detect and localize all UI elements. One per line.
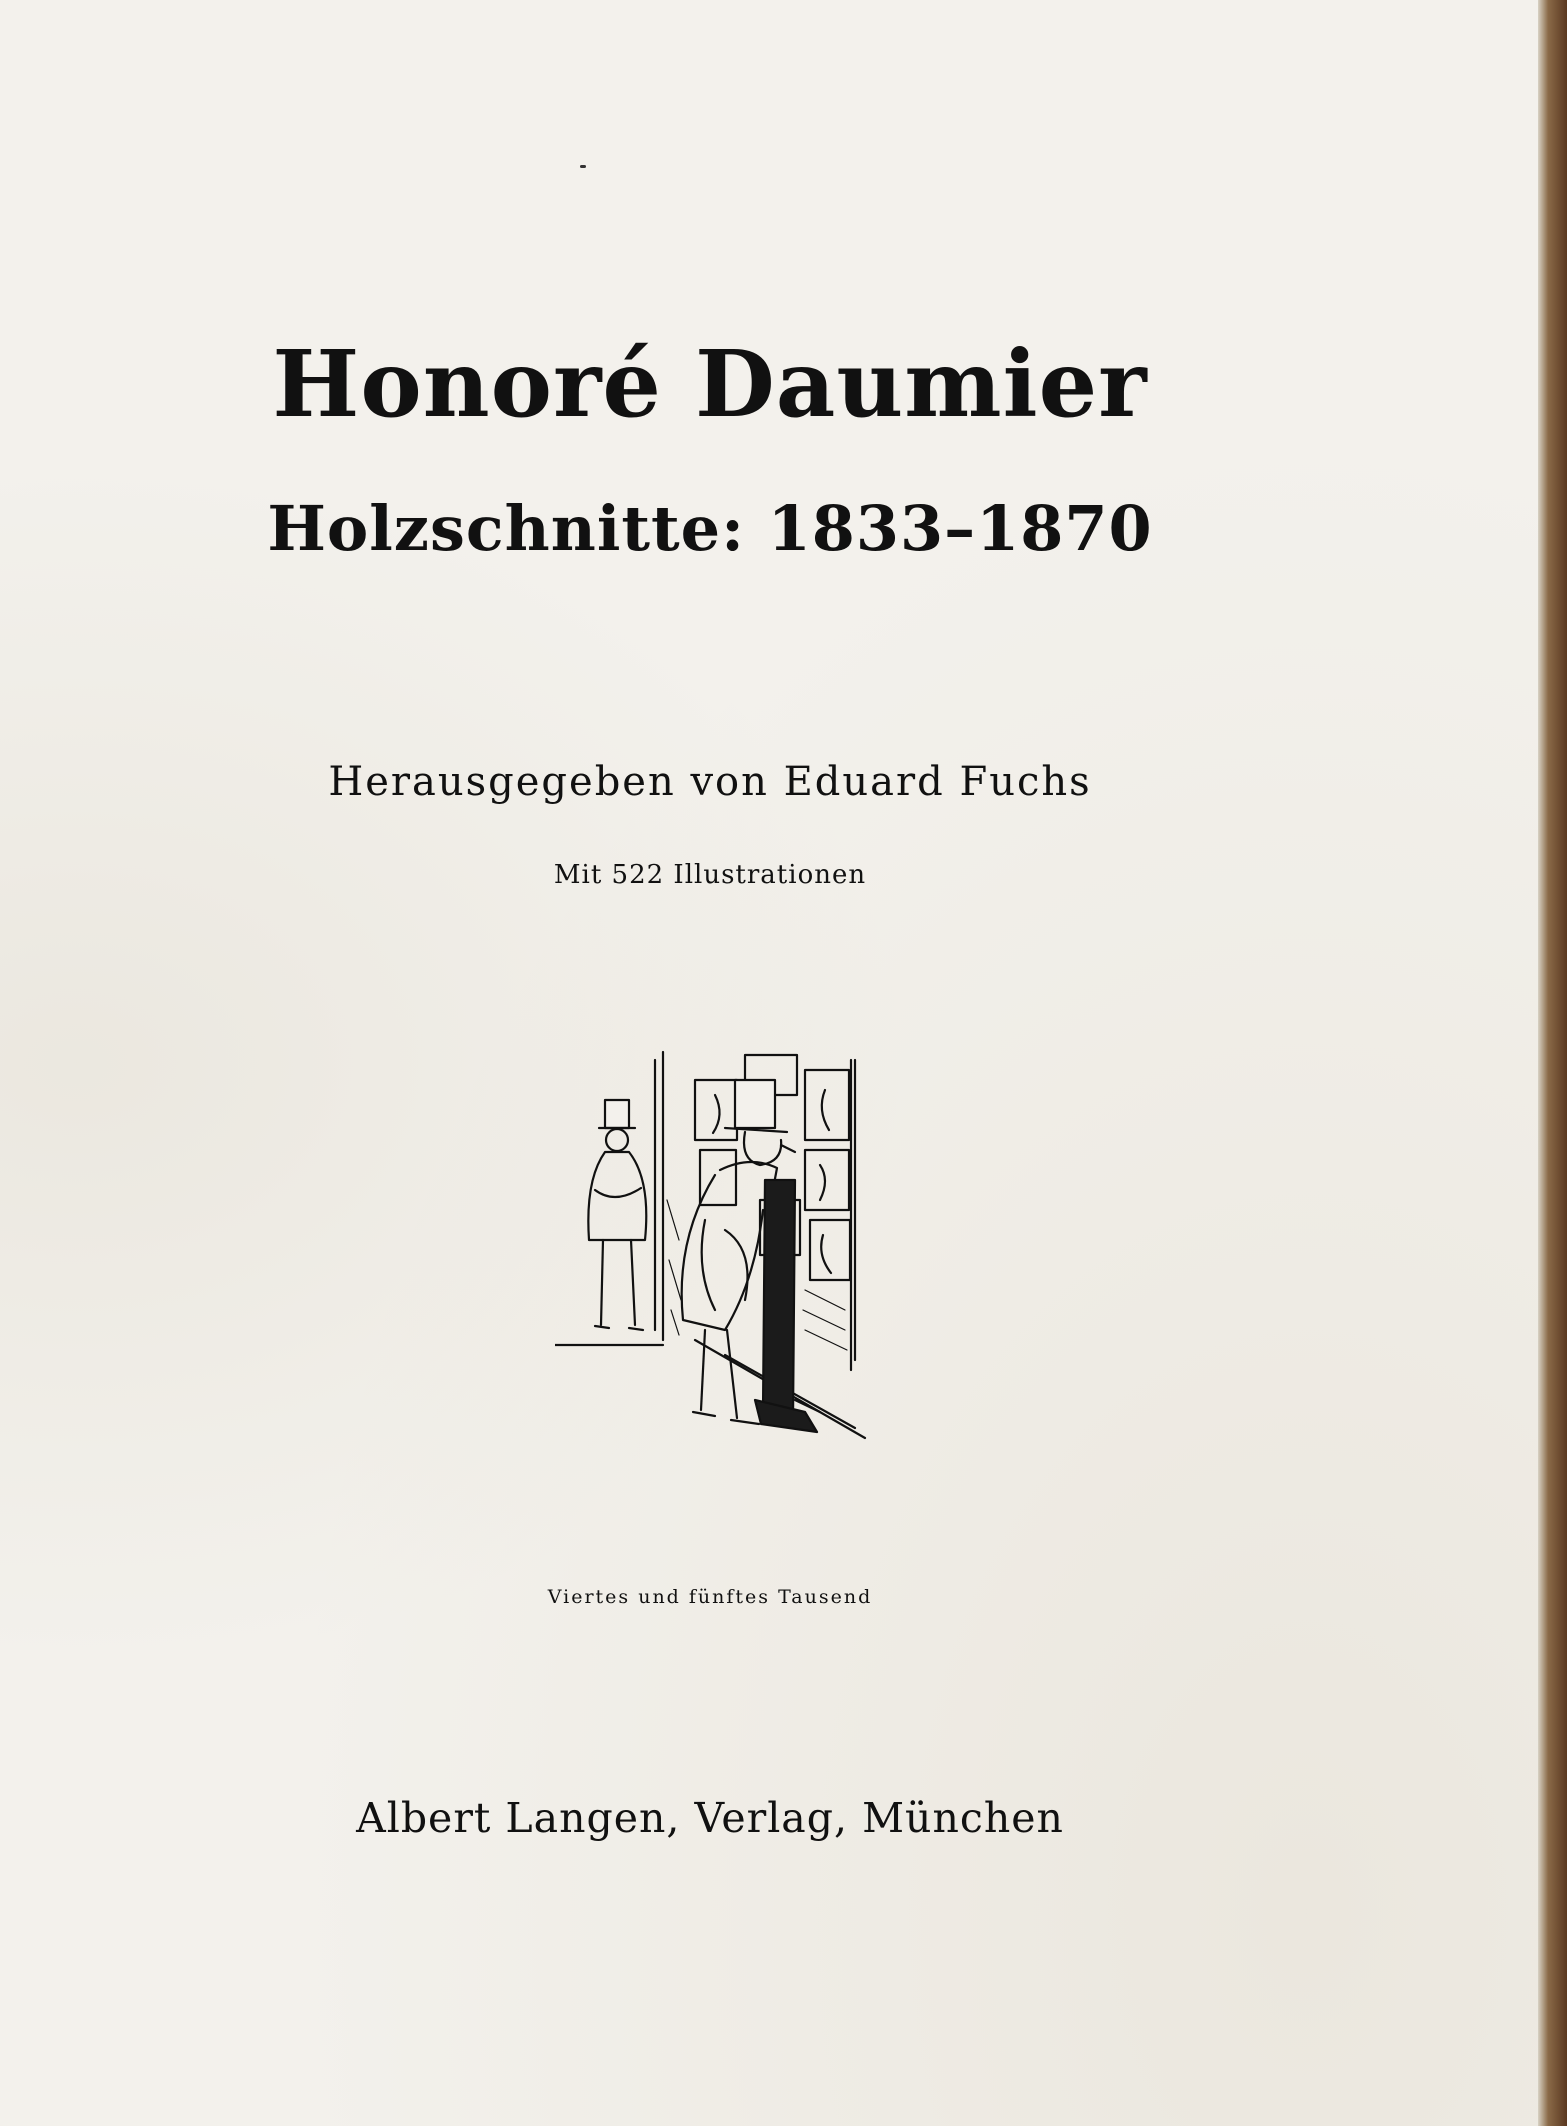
standing-figure-left: [588, 1100, 646, 1330]
publisher-line: Albert Langen, Verlag, München: [356, 1794, 1064, 1842]
shadow: [763, 1180, 795, 1420]
book-subtitle: Holzschnitte: 1833–1870: [267, 492, 1153, 565]
edition-note: Viertes und fünftes Tausend: [547, 1586, 873, 1608]
book-spine-edge: [1538, 0, 1567, 2126]
editor-line: Herausgegeben von Eduard Fuchs: [328, 759, 1092, 805]
book-title: Honoré Daumier: [272, 330, 1148, 438]
print-sheet: [695, 1080, 737, 1140]
illustration-count: Mit 522 Illustrationen: [553, 860, 867, 890]
ink-speck: [580, 165, 586, 168]
frontispiece-illustration: [555, 1040, 870, 1460]
